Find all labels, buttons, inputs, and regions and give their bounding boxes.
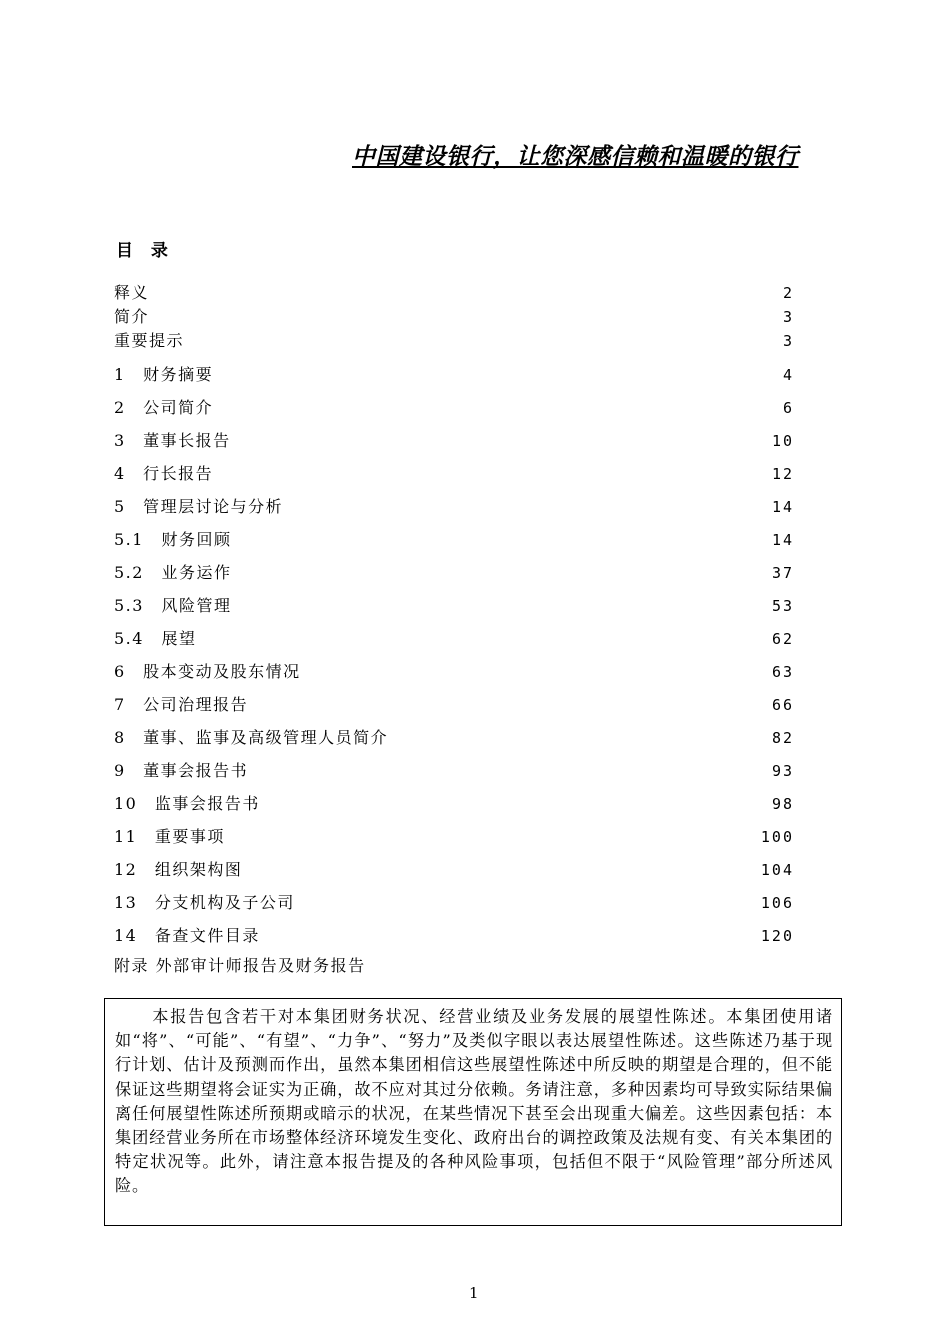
forward-looking-statement-text: 本报告包含若干对本集团财务状况、经营业绩及业务发展的展望性陈述。本集团使用诸如“将”、“可能”、“有望”、“力争”、“努力”及类似字眼以表达展望性陈述。这些陈述乃基于现行计划、估计及预测而作出，虽然本集团相信这些展望性陈述中所反映的期望是合理的，但不能保证这些期望将会证实为正确，故不应对其过分依赖。务请注意，多种因素均可导致实际结果偏离任何展望性陈述所预期或暗示的状况，在某些情况下甚至会出现重大偏差。这些因素包括：本集团经营业务所在市场整体经济环境发生变化、政府出台的调控政策及法规有变、有关本集团的特定状况等。此外，请注意本报告提及的各种风险事项，包括但不限于“风险管理”部分所述风险。 [115,1007,833,1196]
toc-item-page: 53 [771,597,794,615]
toc-item-label: 1 财务摘要 [114,365,214,384]
toc-item-page: 120 [760,927,794,945]
toc-item-page: 3 [782,332,794,350]
toc-item[interactable] [114,282,794,304]
toc-item-label: 10 监事会报告书 [114,794,260,813]
toc-item-page: 106 [760,894,794,912]
toc-item-page: 62 [771,630,794,648]
toc-item-page: 14 [771,498,794,516]
toc-item[interactable] [114,364,794,386]
toc-item-page: 3 [782,308,794,326]
toc-item[interactable] [114,463,794,485]
toc-item[interactable] [114,760,794,782]
toc-item-page: 10 [771,432,794,450]
slogan-title: 中国建设银行，让您深感信赖和温暖的银行 [352,143,799,170]
toc-item-page: 14 [771,531,794,549]
toc-item-label: 5.4 展望 [114,629,197,648]
toc-item[interactable] [114,628,794,650]
toc-item-page: 4 [782,366,794,384]
toc-item-label: 5.3 风险管理 [114,596,232,615]
toc-item-label: 8 董事、监事及高级管理人员简介 [114,728,389,747]
toc-item-page: 6 [782,399,794,417]
toc-item-label: 3 董事长报告 [114,431,231,450]
toc-item-label: 5.1 财务回顾 [114,530,232,549]
toc-item-label: 简介 [114,307,150,326]
toc-item-page: 104 [760,861,794,879]
toc-item[interactable] [114,955,794,977]
toc-item-label: 6 股本变动及股东情况 [114,662,301,681]
toc-item-page: 2 [782,284,794,302]
forward-looking-statement-box [104,998,842,1226]
toc-item-label: 9 董事会报告书 [114,761,249,780]
toc-item-label: 11 重要事项 [114,827,225,846]
toc-item-page: 12 [771,465,794,483]
toc-item-label: 5.2 业务运作 [114,563,232,582]
toc-item[interactable] [114,859,794,881]
toc-item[interactable] [114,661,794,683]
toc-item[interactable] [114,694,794,716]
toc-item[interactable] [114,925,794,947]
toc-item[interactable] [114,496,794,518]
toc-item[interactable] [114,397,794,419]
toc-heading: 目 录 [116,241,174,261]
toc-item[interactable] [114,826,794,848]
toc-item-label: 重要提示 [114,331,185,350]
toc-item-page: 100 [760,828,794,846]
toc-item[interactable] [114,430,794,452]
toc-item-label: 12 组织架构图 [114,860,243,879]
page-number: 1 [469,1284,479,1302]
toc-item-page: 37 [771,564,794,582]
toc-item-page: 82 [771,729,794,747]
toc-item[interactable] [114,595,794,617]
toc-item[interactable] [114,727,794,749]
toc-item-label: 13 分支机构及子公司 [114,893,295,912]
toc-item-label: 7 公司治理报告 [114,695,249,714]
toc-item[interactable] [114,892,794,914]
toc-item-page: 93 [771,762,794,780]
toc-item-label: 5 管理层讨论与分析 [114,497,284,516]
toc-item-label: 2 公司简介 [114,398,214,417]
toc-item[interactable] [114,306,794,328]
toc-item[interactable] [114,330,794,352]
toc-item-label: 14 备查文件目录 [114,926,260,945]
toc-item[interactable] [114,793,794,815]
toc-item[interactable] [114,529,794,551]
toc-item-label: 4 行长报告 [114,464,214,483]
toc-item-label: 释义 [114,283,150,302]
toc-item[interactable] [114,562,794,584]
toc-item-page: 66 [771,696,794,714]
toc-item-page: 63 [771,663,794,681]
toc-item-page: 98 [771,795,794,813]
toc-item-label: 附录 外部审计师报告及财务报告 [114,956,366,975]
